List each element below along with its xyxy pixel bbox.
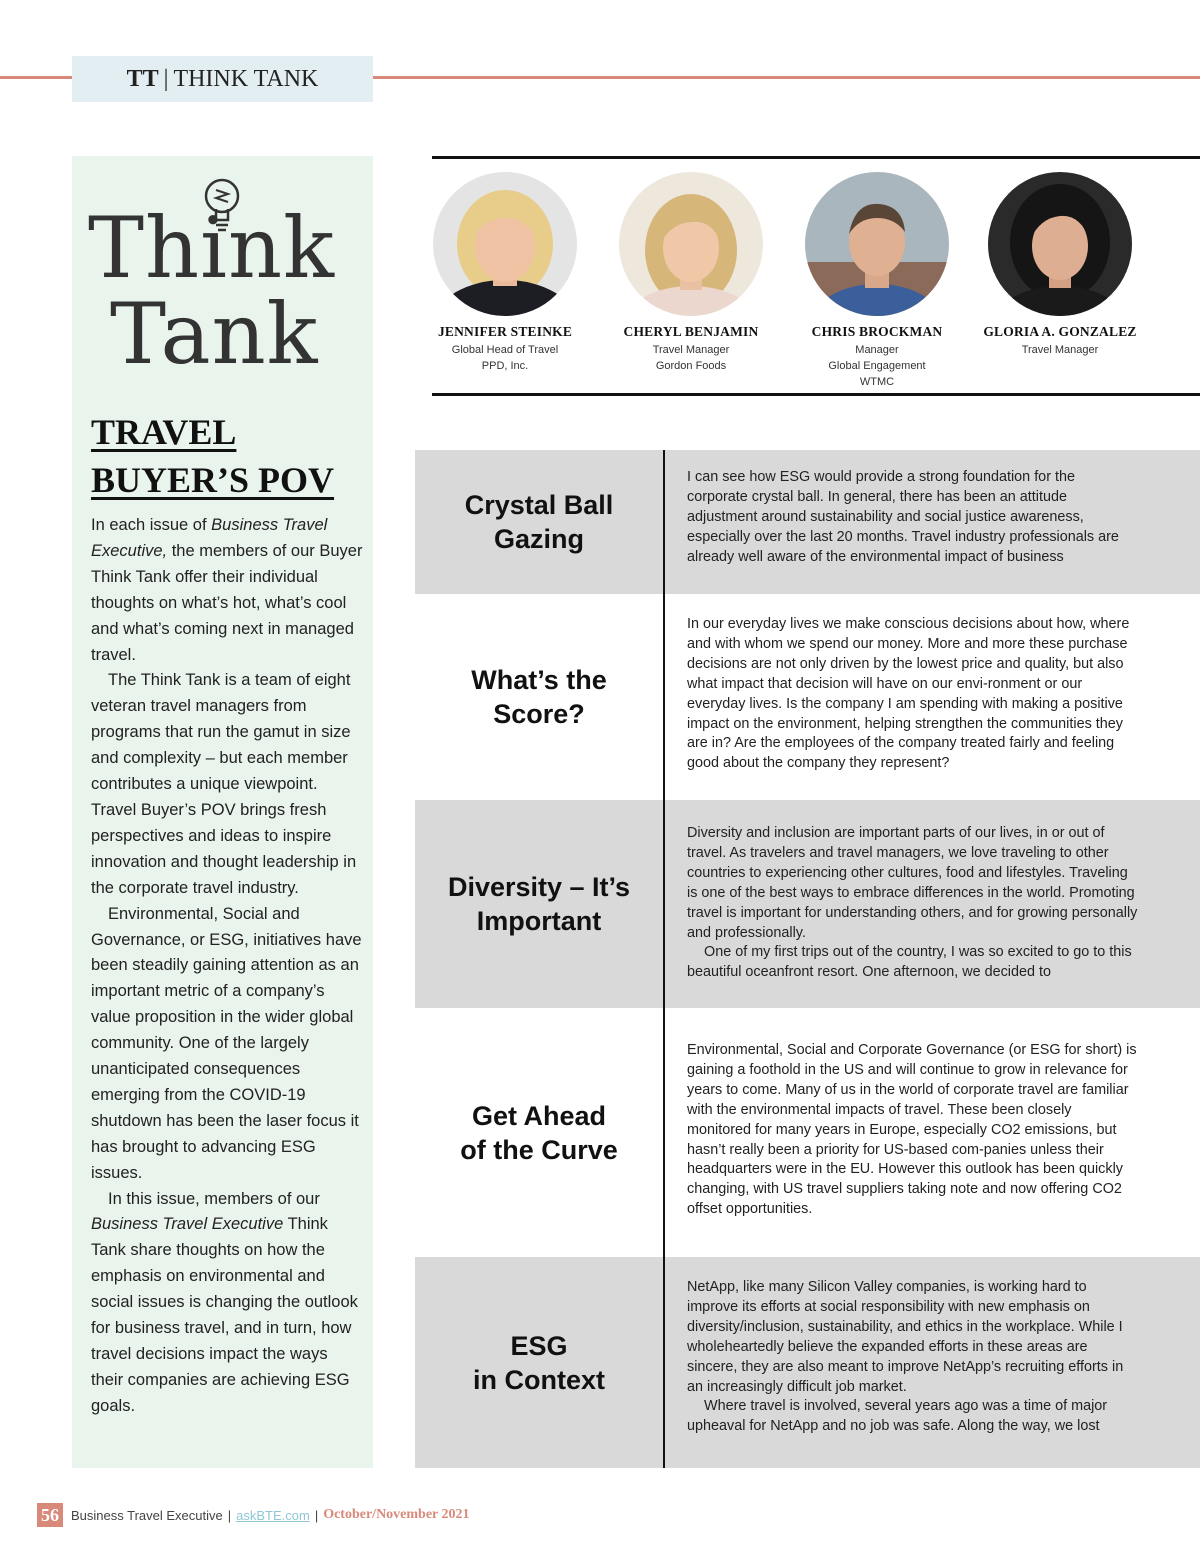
member-name: GLORIA A. GONZALEZ <box>983 324 1137 339</box>
intro-paragraph: The Think Tank is a team of eight veteran travel managers from programs that run the gamut in size and complexity – but each member contributes a unique viewpoint. Travel Buyer’s POV brings fresh perspectives and ideas to inspire innovation and thought leadership in the corporate travel industry. <box>91 671 357 897</box>
section-tag-separator: | <box>163 65 169 92</box>
member-title: Travel Manager <box>652 344 730 356</box>
member-company: WTMC <box>859 376 895 388</box>
topic-paragraph: Where travel is involved, several years ago was a time of major upheaval for NetApp and no job was safe. Along the way, we lost <box>687 1398 1108 1435</box>
member-title: Global Head of Travel <box>451 344 559 356</box>
topic-row <box>415 1008 1200 1257</box>
topic-text <box>687 1278 1139 1437</box>
intro-paragraph: In each issue of Business Travel Executive, the members of our Buyer Think Tank offer their individual thoughts on what’s hot, what’s cool and what’s coming next in managed travel. <box>91 516 363 664</box>
topic-paragraph: Environmental, Social and Corporate Governance (or ESG for short) is gaining a foothold in the US and will continue to grow in relevance for years to come. Many of us in the world of corporate travel are familiar with the environmental impacts of travel. These been closely monitored for many years in Europe, especially CO2 emissions, but hasn’t really been a priority for US-based com-panies unless their headquarters were in the EU. However this outlook has been quickly changing, with US travel suppliers taking note and now offering CO2 offset opportunities. <box>687 1042 1137 1218</box>
member-department: Global Engagement <box>828 360 926 372</box>
logo-think: Think <box>88 199 335 297</box>
topic-paragraph: I can see how ESG would provide a strong foundation for the corporate crystal ball. In general, there has been an attitude adjustment around sustainability and social justice awareness, especially over the last 20 months. Travel industry professionals are already well aware of the environmental impact of business <box>687 469 1119 565</box>
topic-title: Crystal Ball Gazing <box>464 490 614 554</box>
sidebar-intro <box>91 513 363 1420</box>
intro-paragraph: Environmental, Social and Governance, or ESG, initiatives have been steadily gaining attention as an important metric of a company’s value proposition in the wider global community. One of the largely unanticipated consequences emerging from the COVID-19 shutdown has been the laser focus it has brought to advancing ESG issues. <box>91 904 362 1182</box>
column-divider <box>663 450 665 1468</box>
member-title: Manager <box>855 344 899 356</box>
topic-text <box>687 824 1139 983</box>
member-name: CHERYL BENJAMIN <box>623 324 759 339</box>
member-card <box>601 172 781 374</box>
page-number: 56 <box>37 1503 63 1527</box>
topic-row <box>415 594 1200 800</box>
website-link[interactable]: askBTE.com <box>236 1507 310 1523</box>
topic-title: Diversity – It’s Important <box>447 872 631 936</box>
member-title: Travel Manager <box>1021 344 1099 356</box>
member-company: Gordon Foods <box>655 360 727 372</box>
avatar <box>988 172 1132 316</box>
member-card <box>787 172 967 390</box>
topic-title: Get Ahead of the Curve <box>460 1100 618 1165</box>
section-tag <box>72 56 373 102</box>
sidebar-title-line1: TRAVEL <box>91 412 237 452</box>
sidebar-title-line2: BUYER’S POV <box>91 460 335 500</box>
issue-date: October/November 2021 <box>323 1507 470 1522</box>
header-rule-right <box>373 76 1200 79</box>
topic-row <box>415 450 1200 594</box>
topic-text <box>687 468 1139 568</box>
section-tag-abbrev: TT <box>126 65 159 92</box>
member-name: JENNIFER STEINKE <box>437 324 573 339</box>
member-name: CHRIS BROCKMAN <box>811 324 943 339</box>
member-card <box>415 172 595 374</box>
topic-paragraph: One of my first trips out of the country, I was so excited to go to this beautiful oceanfront resort. One afternoon, we decided to <box>687 944 1132 981</box>
footer-separator: | <box>314 1507 319 1523</box>
topic-row <box>415 800 1200 1008</box>
members-rule-top <box>432 156 1200 159</box>
topic-text <box>687 1041 1139 1220</box>
topic-title: What’s the Score? <box>471 665 607 729</box>
member-company: PPD, Inc. <box>481 360 529 372</box>
topic-row <box>415 1257 1200 1468</box>
avatar <box>433 172 577 316</box>
page-footer <box>37 1503 470 1527</box>
topic-paragraph: In our everyday lives we make conscious decisions about how, where and with whom we spend our money. More and more these purchase decisions are not only driven by the lowest price and quality, but also what impact that decision will have on our envi-ronment or our everyday lives. Is the company I am spending with making a positive impact on the environment, helping strengthen the communities they are in? Are the employees of the company treated fairly and feeling good about the company they represent? <box>687 616 1130 772</box>
sidebar-title <box>91 408 361 504</box>
intro-paragraph: In this issue, members of our Business Travel Executive Think Tank share thoughts on how the emphasis on environmental and social issues is changing the outlook for business travel, and in turn, how travel decisions impact the ways their companies are achieving ESG goals. <box>91 1189 358 1415</box>
topic-paragraph: Diversity and inclusion are important parts of our lives, in or out of travel. As travelers and travel managers, we love traveling to other countries to experiencing other cultures, food and lifestyles. Traveling is one of the best ways to embrace differences in the world. Promoting travel is important for understanding others, and for growing personally and professionally. <box>687 825 1138 941</box>
topic-paragraph: NetApp, like many Silicon Valley companies, is working hard to improve its efforts at social responsibility with new emphasis on diversity/inclusion, sustainability, and ethics in the workplace. While I wholeheartedly believe the expanded efforts in these areas are sincere, they are also meant to improve NetApp’s recruiting efforts in an increasingly difficult job market. <box>687 1279 1124 1395</box>
avatar <box>619 172 763 316</box>
publication-name: Business Travel Executive <box>71 1507 223 1523</box>
header-rule-left <box>0 76 72 79</box>
section-tag-label: THINK TANK <box>173 65 319 92</box>
sidebar <box>72 156 373 1468</box>
members-rule-bottom <box>432 393 1200 396</box>
topic-title: ESG in Context <box>473 1330 605 1395</box>
footer-separator: | <box>227 1507 232 1523</box>
topic-text <box>687 615 1139 774</box>
avatar <box>805 172 949 316</box>
logo-tank: Tank <box>110 285 319 383</box>
member-card <box>970 172 1150 358</box>
